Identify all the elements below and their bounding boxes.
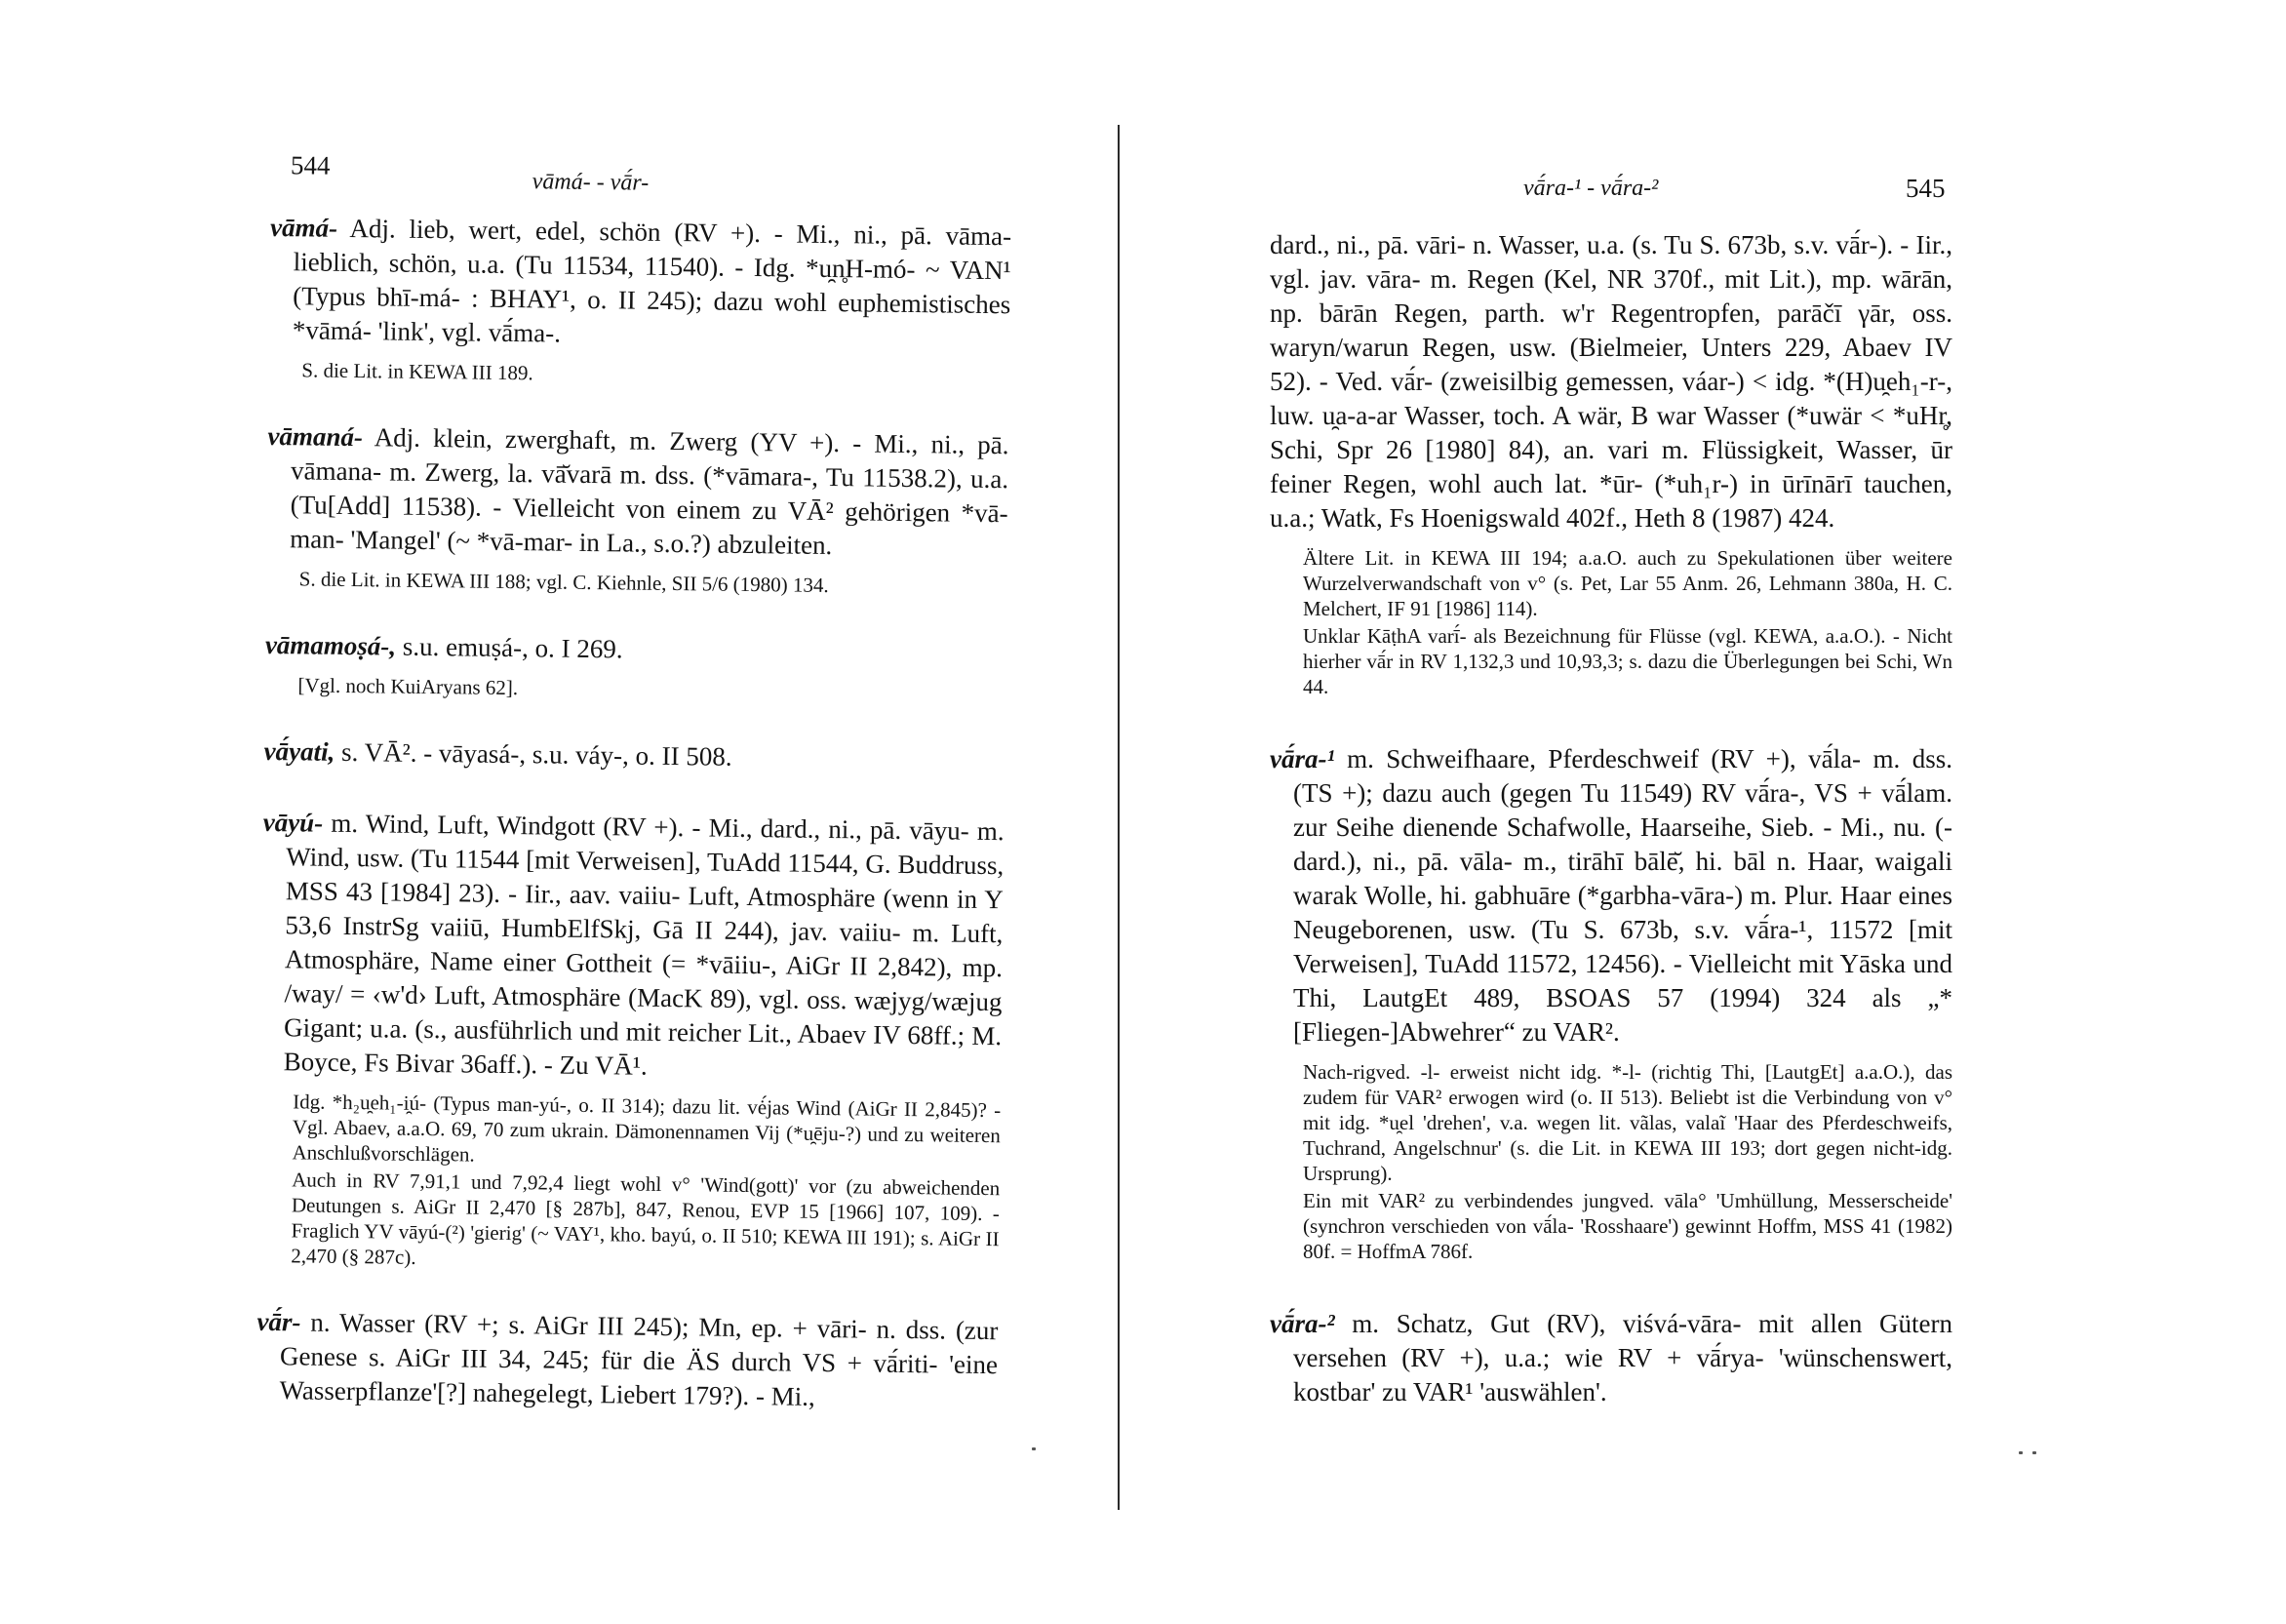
entry-lemma: vāyú-: [262, 807, 324, 838]
dictionary-entry: [266, 419, 1009, 600]
right-page: [1270, 0, 1952, 1615]
dictionary-entry: [264, 628, 1006, 706]
entry-note: S. die Lit. in KEWA III 188; vgl. C. Kiehnle, SII 5/6 (1980) 134.: [298, 567, 829, 598]
entry-note: [Vgl. noch KuiAryans 62].: [297, 673, 519, 700]
entry-note: Ältere Lit. in KEWA III 194; a.a.O. auch zu Spekulationen über weitere Wurzelverwandschaft von v° (s. Pet, Lar 55 Anm. 26, Lehmann 380a, H. C. Melchert, IF 91 [1986] 114).: [1303, 546, 1952, 620]
running-head: vāmá- - vā́r-: [532, 169, 650, 196]
dictionary-entry: [1270, 1307, 1952, 1409]
entry-note: Nach-rigved. -l- erweist nicht idg. *-l- (richtig Thi, [LautgEt] a.a.O.), das zudem für VAR² erwogen wird (o. II 513). Beliebt ist die Verbindung von v° mit idg. *u̯el 'drehen', v.a. wegen lit. vãlas, valaĩ 'Haar des Pferdeschweifs, Tuchrand, Angelschnur' (s. die Lit. in KEWA III 193; dort gegen nicht-idg. Ursprung).: [1303, 1060, 1952, 1185]
entry-text: Adj. klein, zwerghaft, m. Zwerg (YV +). - Mi., ni., pā. vāmana- m. Zwerg, la. vā̆varā m. dss. (*vāmara-, Tu 11538.2), u.a. (Tu[Add] 11538). - Vielleicht von einem zu VĀ² gehörigen *vā-man- 'Mangel' (~ *vā-mar- in La., s.o.?) abzuleiten.: [290, 422, 1009, 561]
entry-note: Ein mit VAR² zu verbindendes jungved. vāla° 'Umhüllung, Messerscheide' (synchron verschieden von vā́la- 'Rosshaare') gewinnt Hoffm, MSS 41 (1982) 80f. = HoffmA 786f.: [1303, 1189, 1952, 1263]
left-page-header: [271, 144, 1012, 196]
entry-lemma: vāmá-: [269, 212, 338, 243]
dictionary-entry: [256, 1305, 998, 1416]
entry-body: [269, 211, 1012, 356]
entry-body: [1270, 228, 1952, 535]
entry-text: m. Schatz, Gut (RV), viśvá-vāra- mit allen Gütern versehen (RV +), u.a.; wie RV + vā́rya- 'wünschenswert, kostbar' zu VAR¹ 'auswählen'.: [1293, 1309, 1952, 1406]
entry-lemma: vā́r-: [256, 1306, 301, 1337]
entry-lemma: vāmaná-: [267, 420, 364, 453]
entry-body: [1270, 742, 1952, 1050]
scan-speck: [1032, 1447, 1036, 1450]
gutter-line: [1118, 125, 1120, 1510]
dictionary-entry-continued: [1270, 228, 1952, 699]
entry-note: Idg. *h₂u̯eh₁-i̯ú- (Typus man-yú-, o. II 314); dazu lit. vė́jas Wind (AiGr II 2,845)? - Vgl. Abaev, a.a.O. 69, 70 zum ukrain. Dämonennamen Vij (*u̯ēju-?) und zu weiteren Anschlußvorschlägen.: [292, 1089, 1002, 1167]
page-number: 545: [1906, 174, 1946, 203]
dictionary-entry: [263, 734, 1005, 777]
scan-speck: [2032, 1451, 2036, 1454]
dictionary-entry: [1270, 742, 1952, 1264]
entry-body: [266, 419, 1009, 565]
entry-text: s. VĀ². - vāyasá-, s.u. váy-, o. II 508.: [340, 736, 732, 772]
entry-text: s.u. emuṣá-, o. I 269.: [402, 631, 623, 664]
scan-speck: [2019, 1451, 2023, 1454]
entry-lemma: vā́yati,: [263, 735, 335, 767]
entry-body: [256, 1305, 998, 1416]
entry-body: [263, 734, 1005, 777]
entry-text: n. Wasser (RV +; s. AiGr III 245); Mn, ep. + vāri- n. dss. (zur Genese s. AiGr III 34, 245; für die ÄS durch VS + vā́riti- 'eine Wasserpflanze'[?] nahegelegt, Liebert 179?). - Mi.,: [279, 1307, 999, 1411]
entry-body: [265, 628, 1006, 671]
right-page-header: [1270, 172, 1952, 211]
right-entries: [1270, 228, 1952, 1448]
page-number: 544: [290, 150, 331, 180]
entry-note: Unklar KāṭhA varī́- als Bezeichnung für Flüsse (vgl. KEWA, a.a.O.). - Nicht hierher vā́r in RV 1,132,3 und 10,93,3; s. dazu die Überlegungen bei Schi, Wn 44.: [1303, 624, 1952, 698]
left-page: [254, 0, 1014, 1624]
entry-lemma: vāmamoṣá-,: [264, 629, 397, 661]
entry-note: S. die Lit. in KEWA III 189.: [301, 358, 533, 385]
dictionary-entry: [268, 211, 1011, 391]
dictionary-entry: [257, 806, 1005, 1277]
entry-text: Adj. lieb, wert, edel, schön (RV +). - Mi., ni., pā. vāma- lieblich, schön, u.a. (Tu 11534, 11540). - Idg. *u̯n̥H-mó- ~ VAN¹ (Typus bhī-má- : BHAY¹, o. II 245); dazu wohl euphemistisches *vāmá- 'link', vgl. vā́ma-.: [292, 213, 1012, 348]
entry-body: [259, 806, 1004, 1088]
entry-text: dard., ni., pā. vāri- n. Wasser, u.a. (s. Tu S. 673b, s.v. vā́r-). - Iir., vgl. jav. vāra- m. Regen (Kel, NR 370f., mit Lit.), mp. wārān, np. bārān Regen, parth. w'r Regentropfen, parāčī γār, oss. waryn/warun Regen, usw. (Bielmeier, Unters 229, Abaev IV 52). - Ved. vā́r- (zweisilbig gemessen, váar-) < idg. *(H)u̯eh₁-r-, luw. u̯a-a-ar Wasser, toch. A wär, B war Wasser (*uwär < *uHr̥, Schi, Spr 26 [1980] 84), an. vari m. Flüssigkeit, Wasser, ūr feiner Regen, wohl auch lat. *ūr- (*uh₁r-) in ūrīnārī tauchen, u.a.; Watk, Fs Hoenigswald 402f., Heth 8 (1987) 424.: [1270, 230, 1952, 533]
entry-lemma: vā́ra-¹: [1270, 744, 1335, 773]
entry-text: m. Wind, Luft, Windgott (RV +). - Mi., dard., ni., pā. vāyu- m. Wind, usw. (Tu 11544 [mit Verweisen], TuAdd 11544, G. Buddruss, MSS 43 [1984] 23). - Iir., aav. vaiiu- Luft, Atmosphäre (wenn in Y 53,6 InstrSg vaiiū, HumbElfSkj, Gā II 244), jav. vaiiu- m. Luft, Atmosphäre, Name einer Gottheit (= *vāiiu-, AiGr II 2,842), mp. /way/ = ‹w'd› Luft, Atmosphäre (MacK 89), vgl. oss. wæjyg/wæjug Gigant; u.a. (s., ausführlich und mit reicher Lit., Abaev IV 68ff.; M. Boyce, Fs Bivar 36aff.). - Zu VĀ¹.: [283, 808, 1005, 1081]
entry-body: [1270, 1307, 1952, 1409]
left-entries: [256, 211, 1011, 1453]
entry-lemma: vā́ra-²: [1270, 1309, 1335, 1338]
running-head: vā́ra-¹ - vā́ra-²: [1523, 176, 1659, 201]
entry-note: Auch in RV 7,91,1 und 7,92,4 liegt wohl v° 'Wind(gott)' vor (zu abweichenden Deutungen s. AiGr II 2,470 [§ 287b], 847, Renou, EVP 15 [1966] 107, 109). - Fraglich YV vāyú-(²) 'gierig' (~ VAY¹, kho. bayú, o. II 510; KEWA III 191); s. AiGr II 2,470 (§ 287c).: [291, 1168, 1001, 1269]
entry-text: m. Schweifhaare, Pferdeschweif (RV +), vā́la- m. dss. (TS +); dazu auch (gegen Tu 11549) RV vā́ra-, VS + vā́lam. zur Seihe dienende Schafwolle, Haarseihe, Sieb. - Mi., nu. (-dard.), ni., pā. vāla- m., tirāhī bālē̆, hi. bāl n. Haar, waigali warak Wolle, hi. gabhuāre (*garbha-vāra-) m. Plur. Haar eines Neugeborenen, usw. (Tu S. 673b, s.v. vā́ra-¹, 11572 [mit Verweisen], TuAdd 11572, 12456). - Vielleicht mit Yāska und Thi, LautgEt 489, BSOAS 57 (1994) 324 als „*[Fliegen-]Abwehrer“ zu VAR².: [1293, 744, 1953, 1047]
